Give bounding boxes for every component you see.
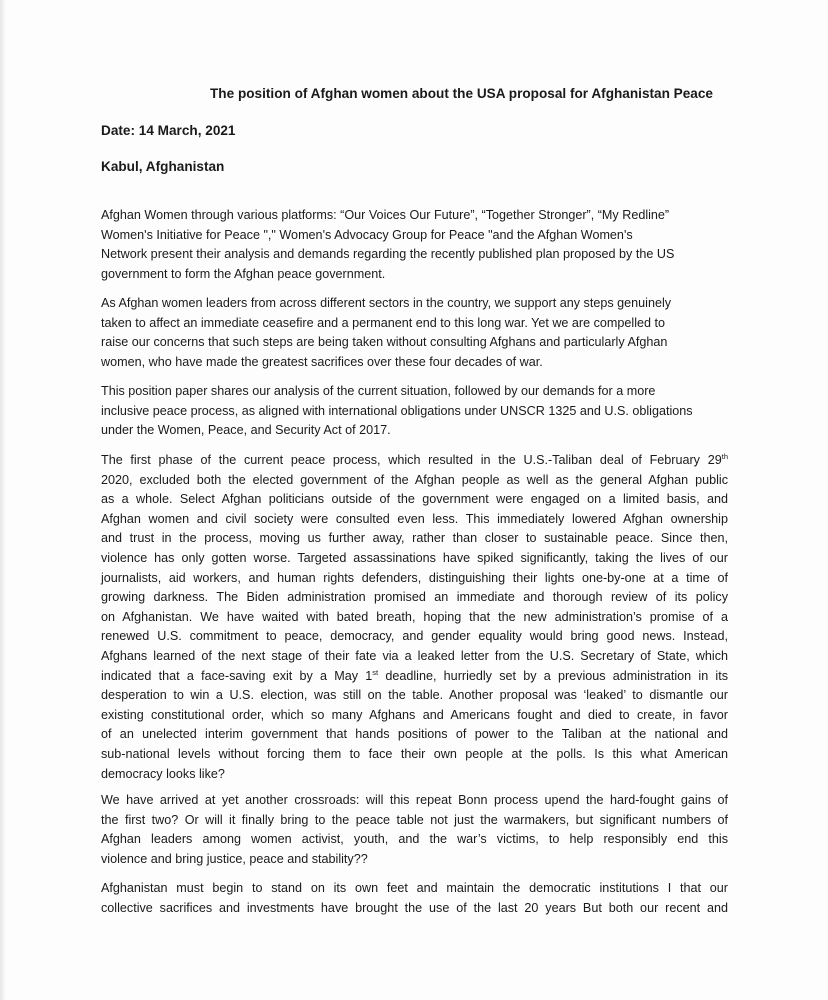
text-segment: deadline, hurriedly set by a previous administration in its bbox=[378, 668, 729, 683]
document-location: Kabul, Afghanistan bbox=[101, 159, 225, 174]
text-line: existing constitutional order, which so many Afghans and Americans fought and died to create, in favor bbox=[101, 707, 728, 722]
text-line: This position paper shares our analysis of the current situation, followed by our demands for a more bbox=[101, 384, 656, 398]
text-line: renewed U.S. commitment to peace, democracy, and gender equality would bring good news. Instead, bbox=[101, 629, 728, 644]
text-line: women, who have made the greatest sacrifices over these four decades of war. bbox=[101, 354, 543, 369]
text-line: government to form the Afghan peace government. bbox=[101, 266, 386, 281]
ordinal-suffix: st bbox=[372, 667, 379, 677]
paragraph-intro bbox=[101, 206, 728, 284]
document-date: Date: 14 March, 2021 bbox=[101, 123, 236, 138]
text-line: on Afghanistan. We have waited with bated breath, hoping that the new administration’s promise of a bbox=[101, 609, 728, 624]
text-line: desperation to win a U.S. election, was still on the table. Another proposal was ‘leaked’ to dismantle our bbox=[101, 688, 728, 703]
text-line: journalists, aid workers, and human rights defenders, distinguishing their lights one-by-one at a time of bbox=[101, 570, 728, 585]
text-line: growing darkness. The Biden administration promised an immediate and thorough review of its policy bbox=[101, 590, 728, 605]
ordinal-suffix: th bbox=[721, 451, 728, 461]
text-line: Women's Initiative for Peace "," Women's Advocacy Group for Peace "and the Afghan Women's bbox=[101, 227, 633, 242]
text-line: as a whole. Select Afghan politicians outside of the government were engaged on a limited basis, and bbox=[101, 492, 728, 507]
text-line: and trust in the process, moving us further away, rather than closer to sustainable peace. Since then, bbox=[101, 531, 728, 546]
text-segment: indicated that a face-saving exit by a May 1 bbox=[101, 668, 373, 683]
text-line: the first two? Or will it finally bring to the peace table not just the warmakers, but significant numbers of bbox=[101, 812, 728, 827]
text-line: 2020, excluded both the elected government of the Afghan people as well as the general Afghan public bbox=[101, 472, 728, 487]
paragraph-analysis bbox=[101, 451, 728, 784]
text-line: democracy looks like? bbox=[101, 766, 225, 781]
text-line bbox=[101, 667, 728, 687]
text-line: Afghanistan must begin to stand on its own feet and maintain the democratic institutions I that our bbox=[101, 881, 728, 895]
text-line: As Afghan women leaders from across different sectors in the country, we support any steps genuinely bbox=[101, 296, 672, 310]
text-line: Afghans learned of the next stage of their fate via a leaked letter from the U.S. Secretary of State, which bbox=[101, 648, 728, 663]
paragraph-purpose bbox=[101, 382, 728, 441]
text-line: violence and bring justice, peace and stability?? bbox=[101, 851, 368, 866]
paragraph-institutions bbox=[101, 879, 728, 918]
text-line: raise our concerns that such steps are being taken without consulting Afghans and particularly Afghan bbox=[101, 335, 668, 350]
text-line: under the Women, Peace, and Security Act of 2017. bbox=[101, 423, 391, 438]
text-line: Network present their analysis and demands regarding the recently published plan proposed by the US bbox=[101, 247, 675, 262]
document-title: The position of Afghan women about the USA proposal for Afghanistan Peace bbox=[210, 86, 713, 101]
paragraph-crossroads bbox=[101, 791, 728, 869]
text-line: inclusive peace process, as aligned with international obligations under UNSCR 1325 and U.S. obligations bbox=[101, 403, 693, 418]
text-line: violence has only gotten worse. Targeted assassinations have spiked significantly, taking the lives of our bbox=[101, 550, 728, 565]
text-line bbox=[101, 451, 728, 471]
page-edge-shadow bbox=[0, 0, 6, 1000]
text-line: We have arrived at yet another crossroads: will this repeat Bonn process upend the hard-fought gains of bbox=[101, 793, 728, 807]
text-line: collective sacrifices and investments have brought the use of the last 20 years But both our recent and bbox=[101, 900, 728, 915]
text-line: Afghan Women through various platforms: “Our Voices Our Future”, “Together Stronger”, “My Redline” bbox=[101, 208, 670, 222]
text-line: Afghan women and civil society were consulted even less. This immediately lowered Afghan ownership bbox=[101, 511, 728, 526]
text-line: of an unelected interim government that hands positions of power to the Taliban at the national and bbox=[101, 727, 728, 742]
text-segment: The first phase of the current peace process, which resulted in the U.S.-Taliban deal of February 29 bbox=[101, 453, 722, 467]
paragraph-position bbox=[101, 294, 728, 372]
text-line: sub-national levels without forcing them to face their own people at the polls. Is this what American bbox=[101, 746, 728, 761]
text-line: Afghan leaders among women activist, youth, and the war’s victims, to help responsibly end this bbox=[101, 832, 728, 847]
text-line: taken to affect an immediate ceasefire and a permanent end to this long war. Yet we are compelled to bbox=[101, 315, 666, 330]
